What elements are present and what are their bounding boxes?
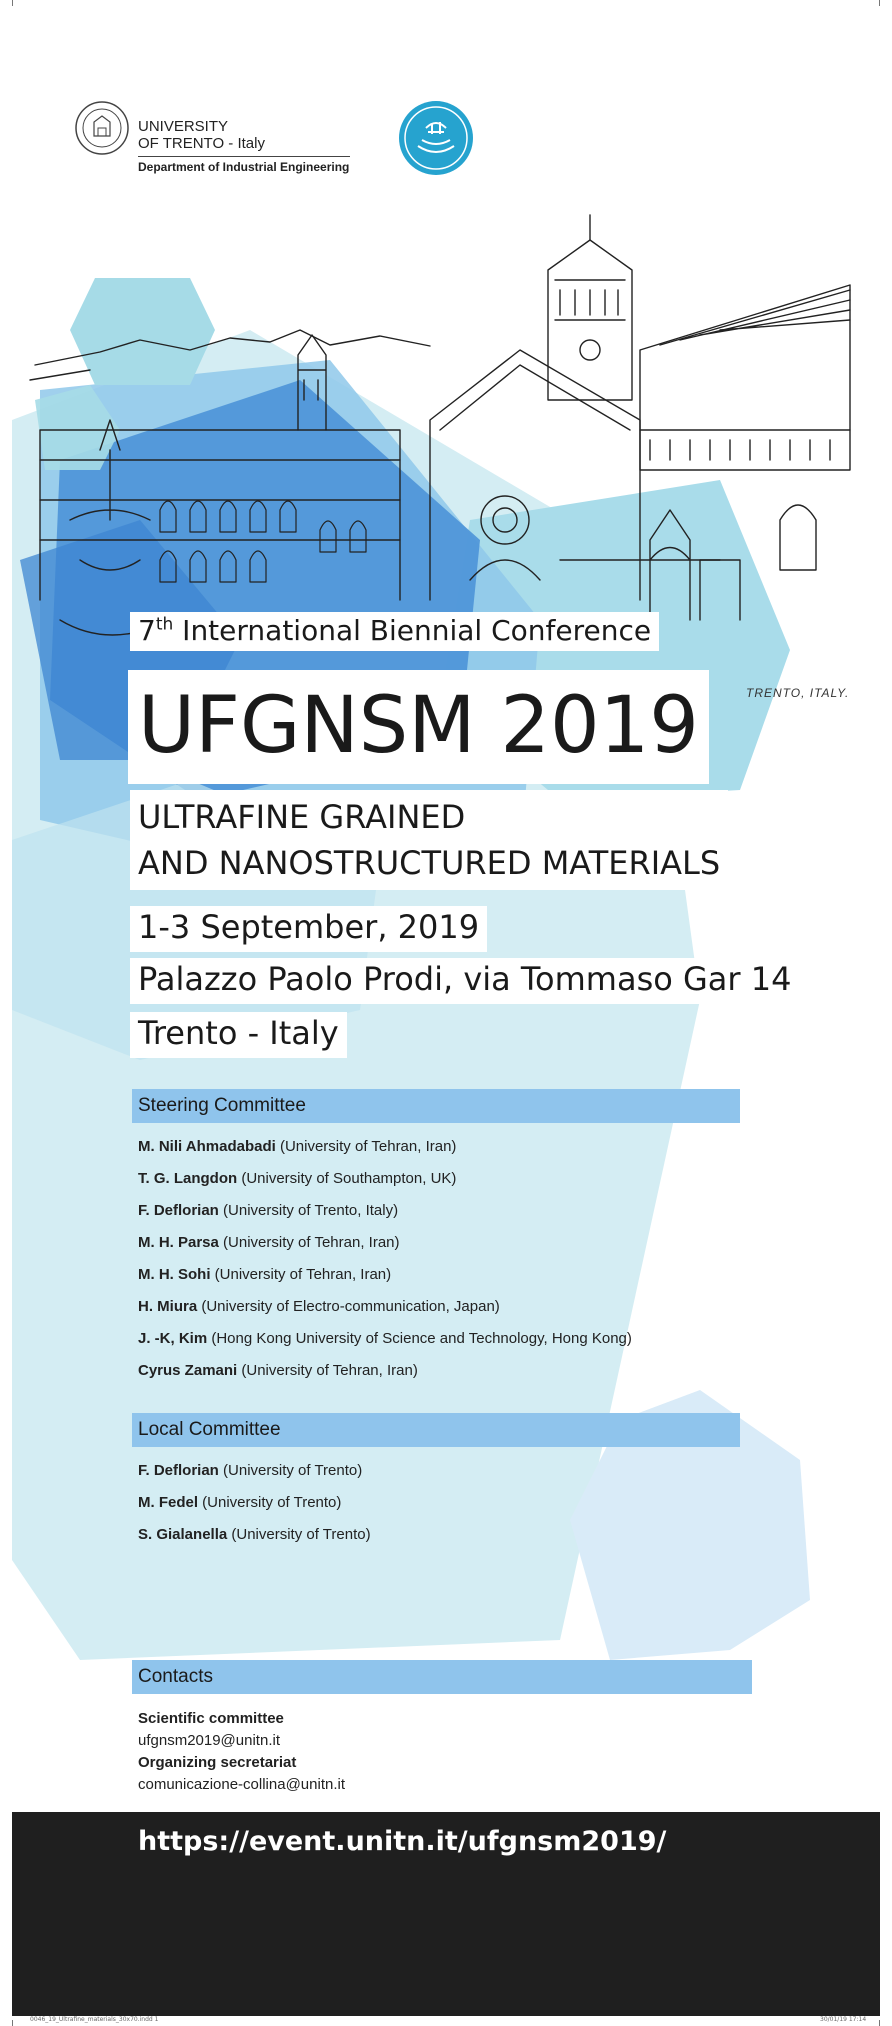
list-item xyxy=(138,1195,632,1227)
conference-dates: 1-3 September, 2019 xyxy=(130,906,487,952)
university-name xyxy=(138,118,265,152)
steering-committee-list xyxy=(138,1131,632,1387)
member-name: S. Gialanella xyxy=(138,1526,228,1543)
edition-number: 7 xyxy=(138,614,156,647)
member-affiliation: (University of Trento) xyxy=(198,1494,342,1511)
list-item xyxy=(138,1355,632,1387)
scientific-committee-label: Scientific committee xyxy=(138,1710,284,1727)
member-affiliation: (University of Trento) xyxy=(227,1526,371,1543)
list-item xyxy=(138,1291,632,1323)
member-name: F. Deflorian xyxy=(138,1462,219,1479)
member-name: T. G. Langdon xyxy=(138,1170,238,1187)
member-name: J. -K, Kim xyxy=(138,1330,208,1347)
member-name: Cyrus Zamani xyxy=(138,1362,238,1379)
list-item xyxy=(138,1487,371,1519)
member-affiliation: (University of Trento, Italy) xyxy=(218,1202,399,1219)
secretariat-email[interactable]: comunicazione-collina@unitn.it xyxy=(138,1776,345,1793)
member-name: H. Miura xyxy=(138,1298,198,1315)
list-item xyxy=(138,1259,632,1291)
university-name-line-1: UNIVERSITY xyxy=(138,118,229,135)
member-name: M. H. Sohi xyxy=(138,1266,211,1283)
member-affiliation: (University of Tehran, Iran) xyxy=(237,1362,418,1379)
edition-text: International Biennial Conference xyxy=(173,614,652,647)
print-slug-right: 30/01/19 17:14 xyxy=(820,2016,867,2023)
steering-committee-heading: Steering Committee xyxy=(132,1089,740,1123)
department-name: Department of Industrial Engineering xyxy=(138,160,350,174)
logo-divider xyxy=(138,156,350,157)
conference-edition xyxy=(130,612,659,651)
member-affiliation: (University of Tehran, Iran) xyxy=(275,1138,457,1155)
list-item xyxy=(138,1227,632,1259)
secretariat-label: Organizing secretariat xyxy=(138,1754,297,1771)
member-affiliation: (Hong Kong University of Science and Technology, Hong Kong) xyxy=(207,1330,632,1347)
member-affiliation: (University of Tehran, Iran) xyxy=(210,1266,392,1283)
member-name: M. Fedel xyxy=(138,1494,199,1511)
list-item xyxy=(138,1323,632,1355)
university-of-tehran-seal-icon xyxy=(398,100,474,176)
local-committee-heading: Local Committee xyxy=(132,1413,740,1447)
crop-mark xyxy=(12,0,13,6)
member-affiliation: (University of Tehran, Iran) xyxy=(218,1234,400,1251)
edition-suffix: th xyxy=(155,614,174,635)
list-item xyxy=(138,1131,632,1163)
conference-venue: Palazzo Paolo Prodi, via Tommaso Gar 14 xyxy=(130,958,799,1004)
crop-mark xyxy=(879,0,880,6)
conference-subtitle xyxy=(130,790,728,890)
member-affiliation: (University of Electro-communication, Japan) xyxy=(197,1298,500,1315)
member-name: F. Deflorian xyxy=(138,1202,219,1219)
university-name-line-2: OF TRENTO - Italy xyxy=(138,135,265,152)
event-url-link[interactable]: https://event.unitn.it/ufgnsm2019/ xyxy=(138,1826,667,1857)
conference-city: Trento - Italy xyxy=(130,1012,347,1058)
contacts-block xyxy=(138,1708,345,1796)
member-affiliation: (University of Southampton, UK) xyxy=(237,1170,457,1187)
print-slug-left: 0046_19_Ultrafine_materials_30x70.indd 1 xyxy=(30,2016,159,2023)
subtitle-line-2: AND NANOSTRUCTURED MATERIALS xyxy=(138,844,721,882)
sketch-caption: TRENTO, ITALY. xyxy=(746,686,850,700)
subtitle-line-1: ULTRAFINE GRAINED xyxy=(138,798,466,836)
scientific-committee-email[interactable]: ufgnsm2019@unitn.it xyxy=(138,1732,280,1749)
crop-mark xyxy=(12,2020,13,2026)
conference-title: UFGNSM 2019 xyxy=(128,670,709,784)
member-name: M. Nili Ahmadabadi xyxy=(138,1138,276,1155)
local-committee-list xyxy=(138,1455,371,1551)
list-item xyxy=(138,1455,371,1487)
top-hexagon xyxy=(70,278,215,385)
list-item xyxy=(138,1519,371,1551)
member-affiliation: (University of Trento) xyxy=(218,1462,363,1479)
member-name: M. H. Parsa xyxy=(138,1234,219,1251)
university-of-trento-seal-icon xyxy=(74,100,130,156)
crop-mark xyxy=(879,2020,880,2026)
contacts-heading: Contacts xyxy=(132,1660,752,1694)
list-item xyxy=(138,1163,632,1195)
